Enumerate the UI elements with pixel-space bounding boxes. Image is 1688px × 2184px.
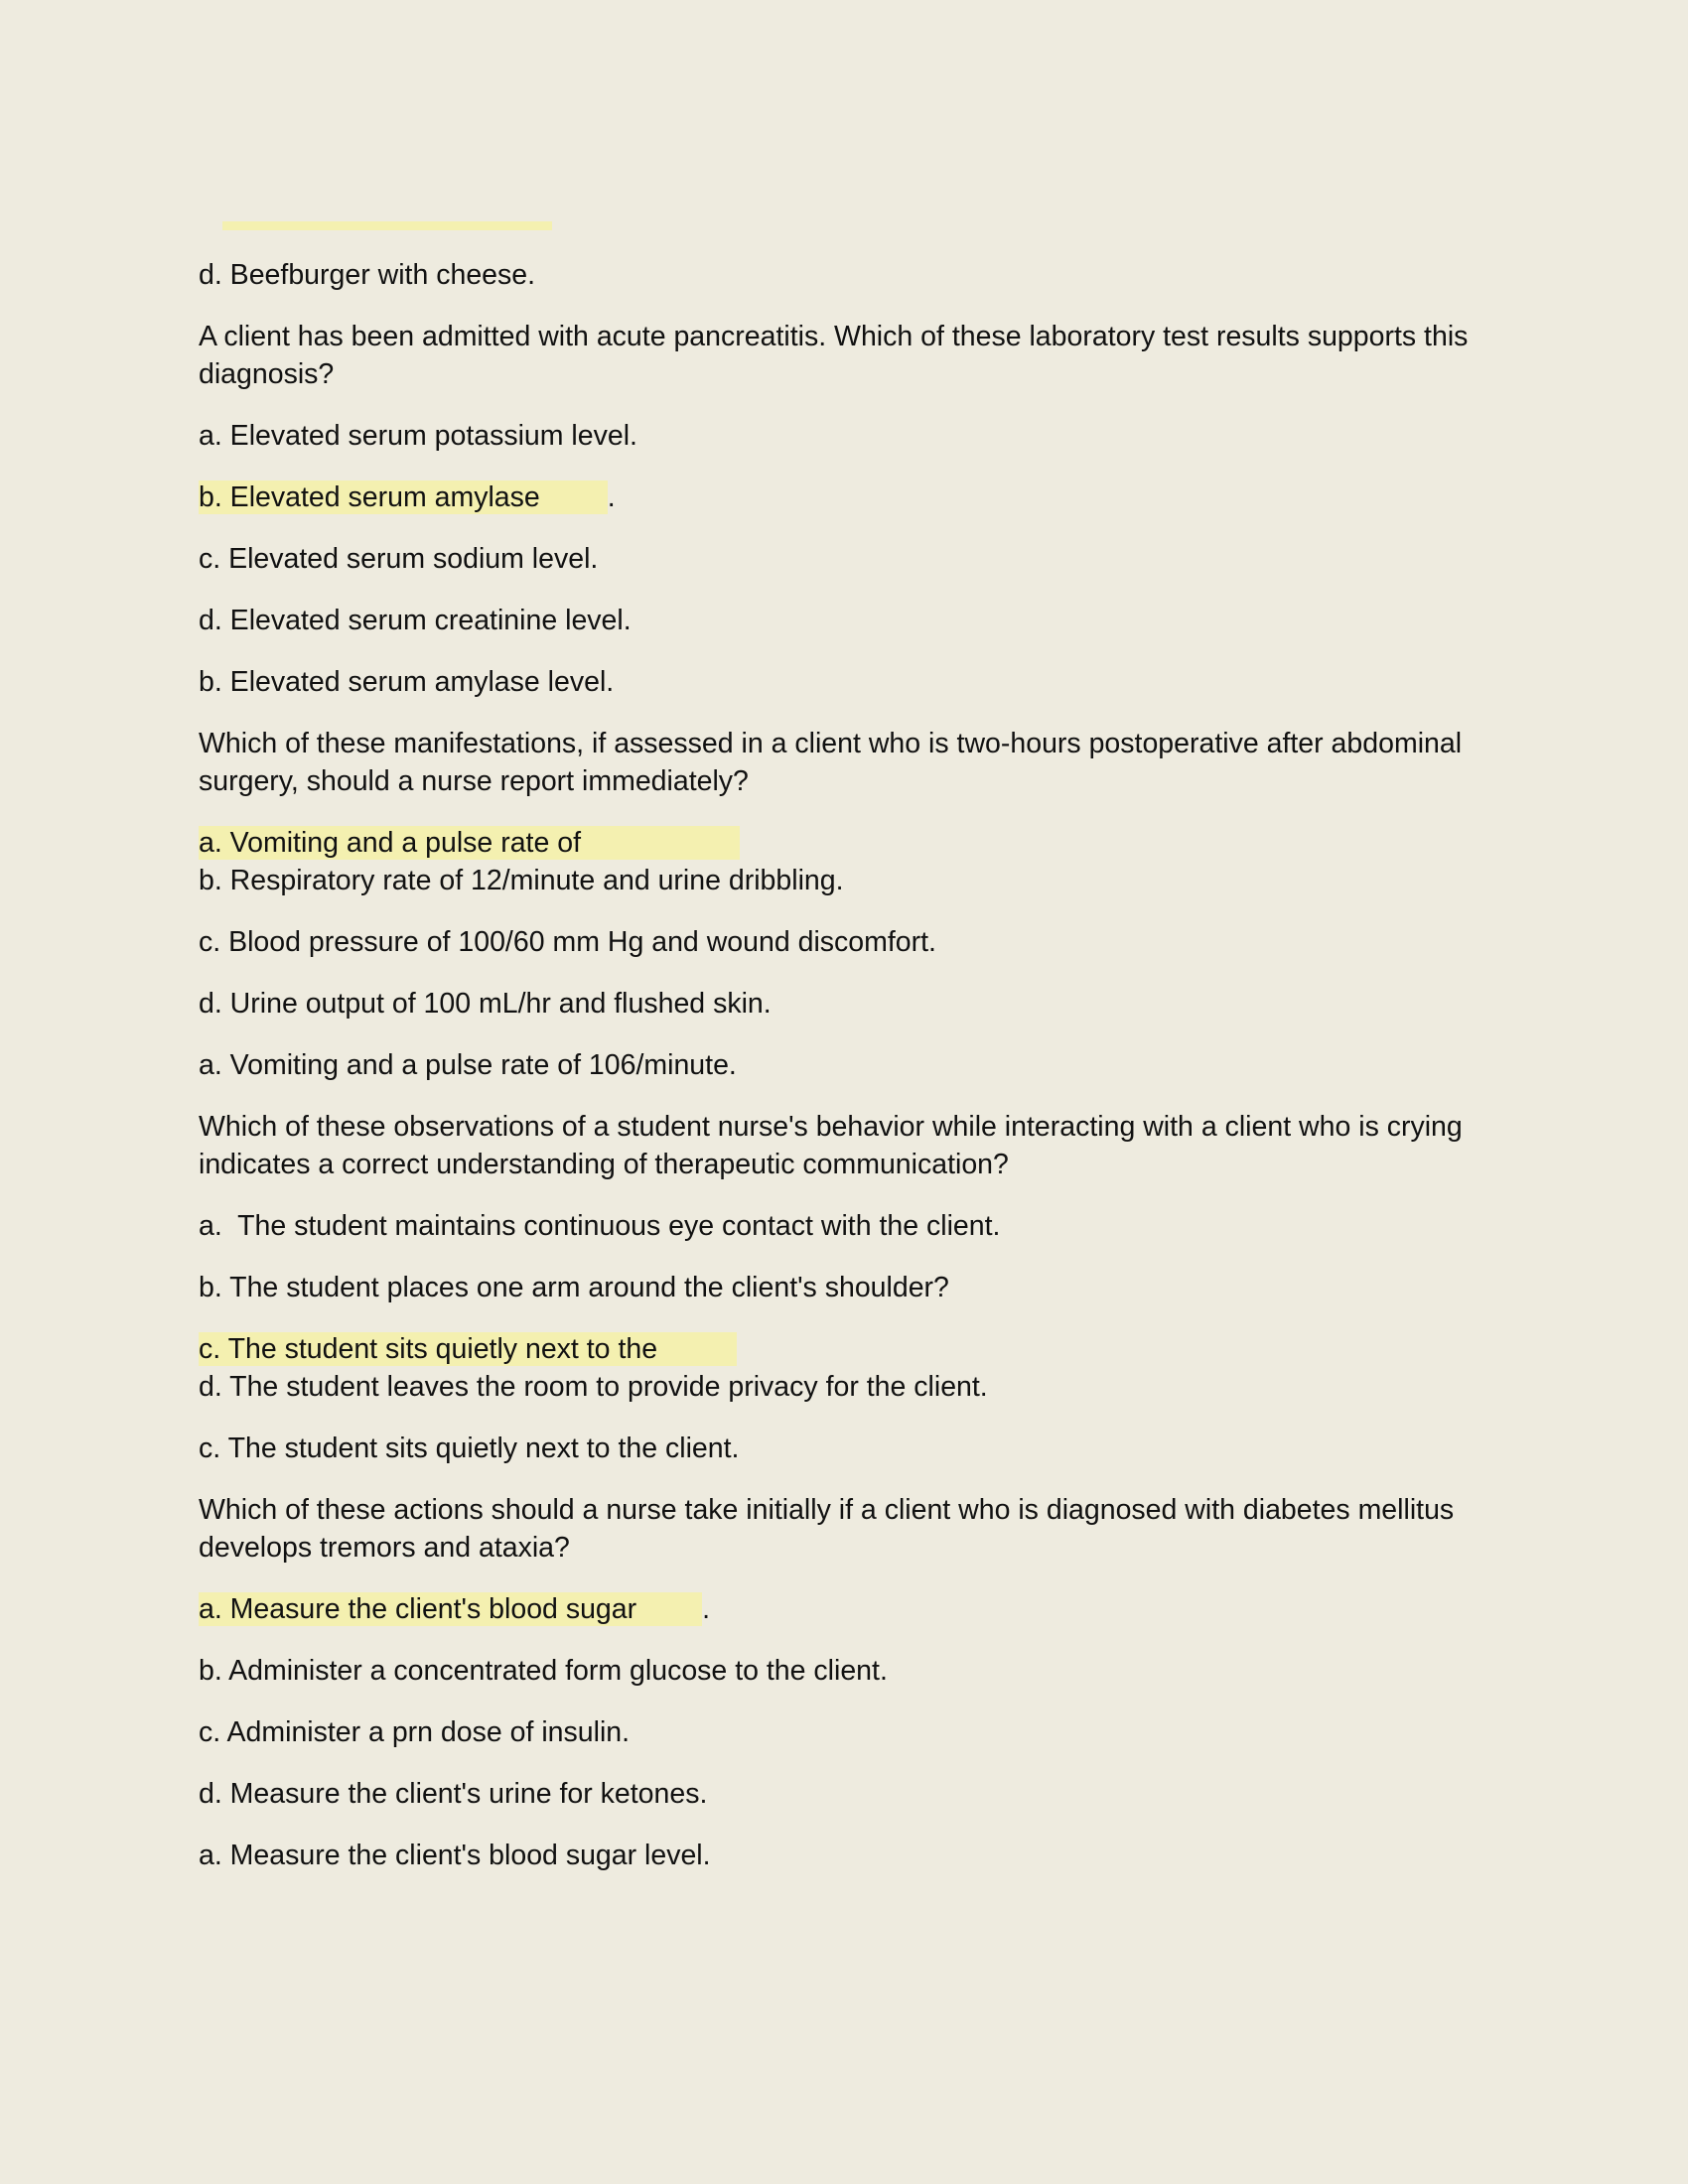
document-body [199,256,1489,1898]
q1-option-b [199,478,1489,516]
q2-option-d: d. Urine output of 100 mL/hr and flushed skin. [199,988,772,1020]
q3-option-d: d. The student leaves the room to provide privacy for the client. [199,1371,988,1403]
previous-answer: d. Beefburger with cheese. [199,259,536,291]
q2-option-a [199,824,1489,862]
q3-option-b: b. The student places one arm around the client's shoulder? [199,1272,949,1303]
q1-answer: b. Elevated serum amylase level. [199,666,615,698]
q2-option-a-highlight: a. Vomiting and a pulse rate of [199,826,740,860]
question-3: Which of these observations of a student nurse's behavior while interacting with a client who is crying indicates a correct understanding of therapeutic communication? [199,1111,1471,1180]
q4-option-c: c. Administer a prn dose of insulin. [199,1716,631,1748]
q2-answer: a. Vomiting and a pulse rate of 106/minute. [199,1049,737,1081]
question-4: Which of these actions should a nurse take initially if a client who is diagnosed with diabetes mellitus develops tremors and ataxia? [199,1494,1463,1564]
highlight-strip [222,221,552,230]
q4-option-a [199,1590,1489,1628]
q1-option-b-highlight: b. Elevated serum amylase [199,480,608,514]
q2-option-b: b. Respiratory rate of 12/minute and urine dribbling. [199,865,844,896]
q3-option-c [199,1330,1489,1368]
question-2: Which of these manifestations, if assessed in a client who is two-hours postoperative after abdominal surgery, should a nurse report immediately? [199,728,1470,797]
q1-option-a: a. Elevated serum potassium level. [199,420,637,452]
q3-option-c-highlight: c. The student sits quietly next to the [199,1332,737,1366]
q4-option-a-highlight: a. Measure the client's blood sugar [199,1592,702,1626]
q4-answer: a. Measure the client's blood sugar level. [199,1840,711,1871]
q3-option-a: a. The student maintains continuous eye contact with the client. [199,1210,1001,1242]
q1-option-c: c. Elevated serum sodium level. [199,543,599,575]
q1-option-d: d. Elevated serum creatinine level. [199,605,632,636]
q3-answer: c. The student sits quietly next to the client. [199,1433,740,1464]
q4-option-a-tail: . [702,1593,711,1625]
q2-option-c: c. Blood pressure of 100/60 mm Hg and wound discomfort. [199,926,936,958]
q4-option-d: d. Measure the client's urine for ketones. [199,1778,708,1810]
q1-option-b-tail: . [607,481,616,513]
q4-option-b: b. Administer a concentrated form glucose to the client. [199,1655,888,1687]
question-1: A client has been admitted with acute pancreatitis. Which of these laboratory test results supports this diagnosis? [199,321,1477,390]
